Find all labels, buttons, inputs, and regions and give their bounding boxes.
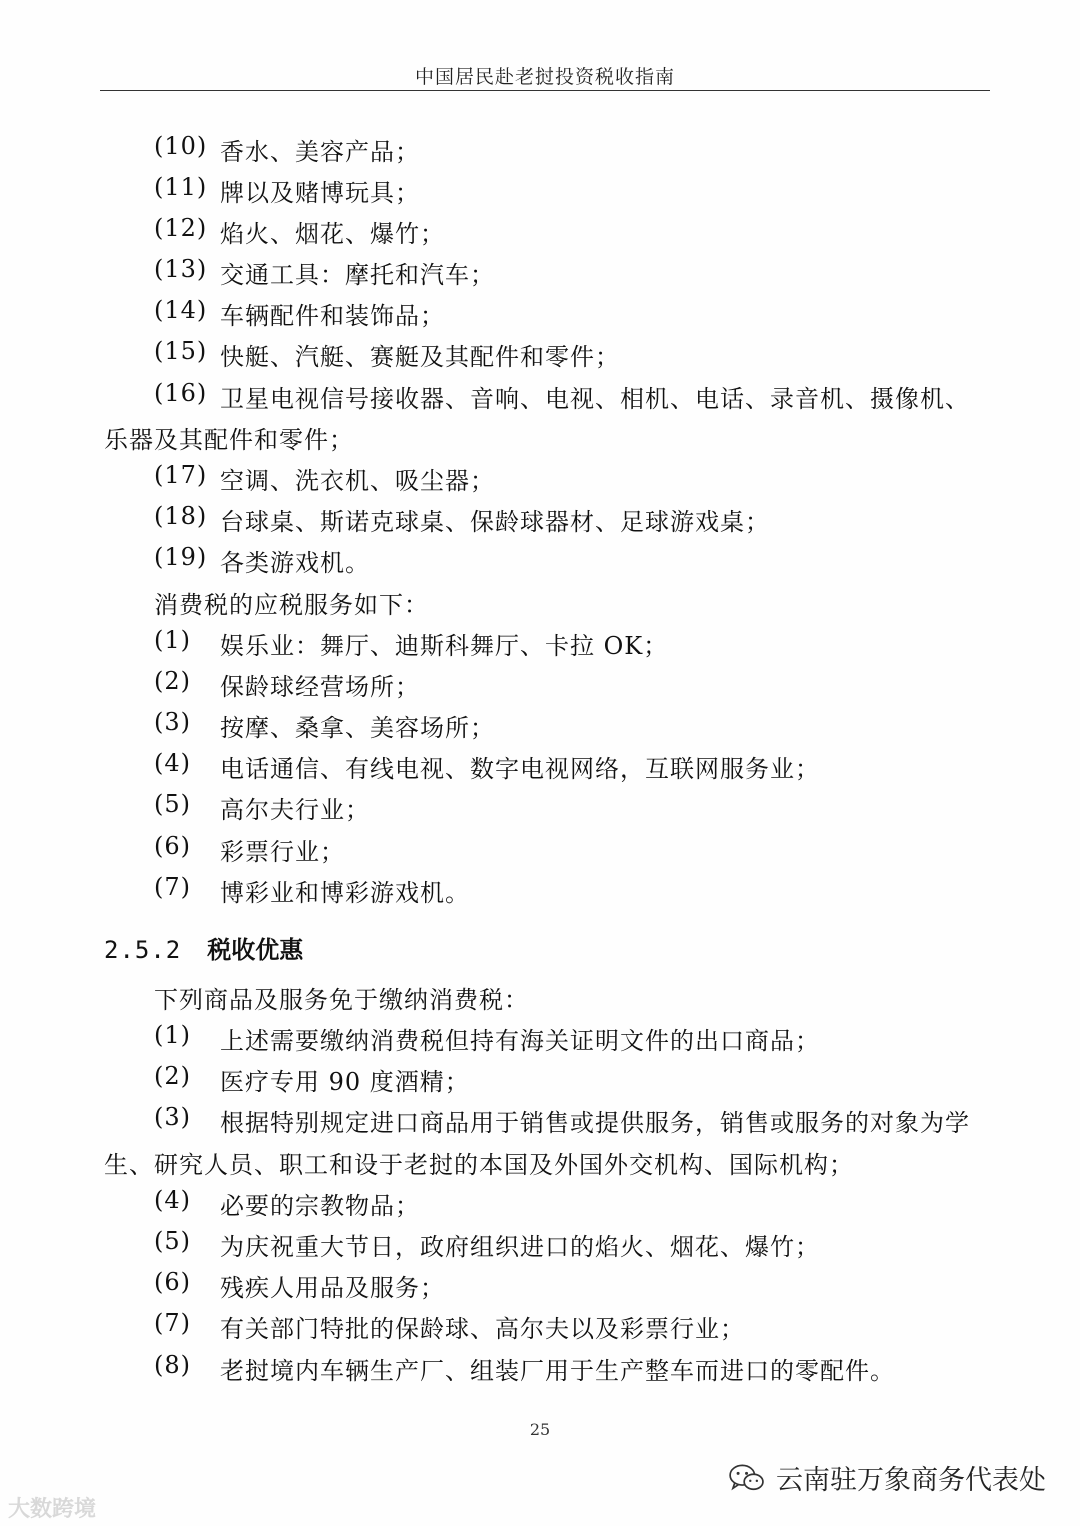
item-text: 有关部门特批的保龄球、高尔夫以及彩票行业； — [220, 1315, 745, 1343]
item-text: 老挝境内车辆生产厂、组装厂用于生产整车而进口的零配件。 — [220, 1357, 895, 1385]
item-number: (19) — [154, 543, 208, 571]
item-text: 保龄球经营场所； — [220, 673, 420, 701]
watermark-left: 大数跨境 — [8, 1497, 97, 1522]
section-number: 2.5.2 — [104, 936, 182, 964]
item-number: (4) — [154, 749, 191, 777]
item-number: (5) — [154, 1227, 191, 1255]
item-number: (7) — [154, 873, 191, 901]
section-title: 税收优惠 — [207, 936, 304, 964]
item-text: 电话通信、有线电视、数字电视网络，互联网服务业； — [220, 755, 820, 783]
item-text: 按摩、桑拿、美容场所； — [220, 714, 495, 742]
item-number: (6) — [154, 832, 191, 860]
item-text: 残疾人用品及服务； — [220, 1274, 445, 1302]
item-number: (17) — [154, 461, 208, 489]
item-number: (2) — [154, 1062, 191, 1090]
item-number: (10) — [154, 132, 208, 160]
item-text: 上述需要缴纳消费税但持有海关证明文件的出口商品； — [220, 1027, 820, 1055]
item-text: 高尔夫行业； — [220, 796, 370, 824]
wechat-icon — [728, 1463, 766, 1493]
item-number: (1) — [154, 1021, 191, 1049]
page-number: 25 — [529, 1420, 551, 1439]
item-number: (4) — [154, 1186, 191, 1214]
item-text: 根据特别规定进口商品用于销售或提供服务，销售或服务的对象为学 — [220, 1109, 970, 1137]
item-number: (3) — [154, 708, 191, 736]
item-text: 娱乐业：舞厅、迪斯科舞厅、卡拉 OK； — [220, 632, 669, 660]
item-number: (18) — [154, 502, 208, 530]
item-text: 牌以及赌博玩具； — [220, 179, 420, 207]
item-text: 必要的宗教物品； — [220, 1192, 420, 1220]
list-item-continuation: 乐器及其配件和零件； — [104, 426, 354, 454]
item-text: 车辆配件和装饰品； — [220, 302, 445, 330]
item-text: 交通工具：摩托和汽车； — [220, 261, 495, 289]
section-heading — [104, 930, 303, 965]
watermark-right — [728, 1458, 1046, 1497]
item-text: 香水、美容产品； — [220, 138, 420, 166]
watermark-right-text: 云南驻万象商务代表处 — [776, 1465, 1046, 1496]
item-number: (7) — [154, 1309, 191, 1337]
item-text: 焰火、烟花、爆竹； — [220, 220, 445, 248]
item-number: (14) — [154, 296, 208, 324]
item-text: 空调、洗衣机、吸尘器； — [220, 467, 495, 495]
item-number: (1) — [154, 626, 191, 654]
item-number: (11) — [154, 173, 208, 201]
item-number: (15) — [154, 337, 208, 365]
paragraph: 下列商品及服务免于缴纳消费税： — [154, 986, 529, 1014]
item-number: (3) — [154, 1103, 191, 1131]
item-number: (16) — [154, 379, 208, 407]
item-text: 为庆祝重大节日，政府组织进口的焰火、烟花、爆竹； — [220, 1233, 820, 1261]
item-text: 彩票行业； — [220, 838, 345, 866]
item-text: 台球桌、斯诺克球桌、保龄球器材、足球游戏桌； — [220, 508, 770, 536]
item-number: (13) — [154, 255, 208, 283]
item-number: (6) — [154, 1268, 191, 1296]
running-header: 中国居民赴老挝投资税收指南 — [414, 66, 675, 88]
item-text: 卫星电视信号接收器、音响、电视、相机、电话、录音机、摄像机、 — [220, 385, 970, 413]
paragraph: 消费税的应税服务如下： — [154, 591, 429, 619]
item-number: (5) — [154, 790, 191, 818]
item-number: (2) — [154, 667, 191, 695]
item-text: 快艇、汽艇、赛艇及其配件和零件； — [220, 343, 620, 371]
item-text: 博彩业和博彩游戏机。 — [220, 879, 470, 907]
item-number: (8) — [154, 1351, 191, 1379]
header-rule — [100, 90, 990, 91]
list-item-continuation: 生、研究人员、职工和设于老挝的本国及外国外交机构、国际机构； — [104, 1151, 854, 1179]
item-number: (12) — [154, 214, 208, 242]
item-text: 医疗专用 90 度酒精； — [220, 1068, 470, 1096]
item-text: 各类游戏机。 — [220, 549, 370, 577]
